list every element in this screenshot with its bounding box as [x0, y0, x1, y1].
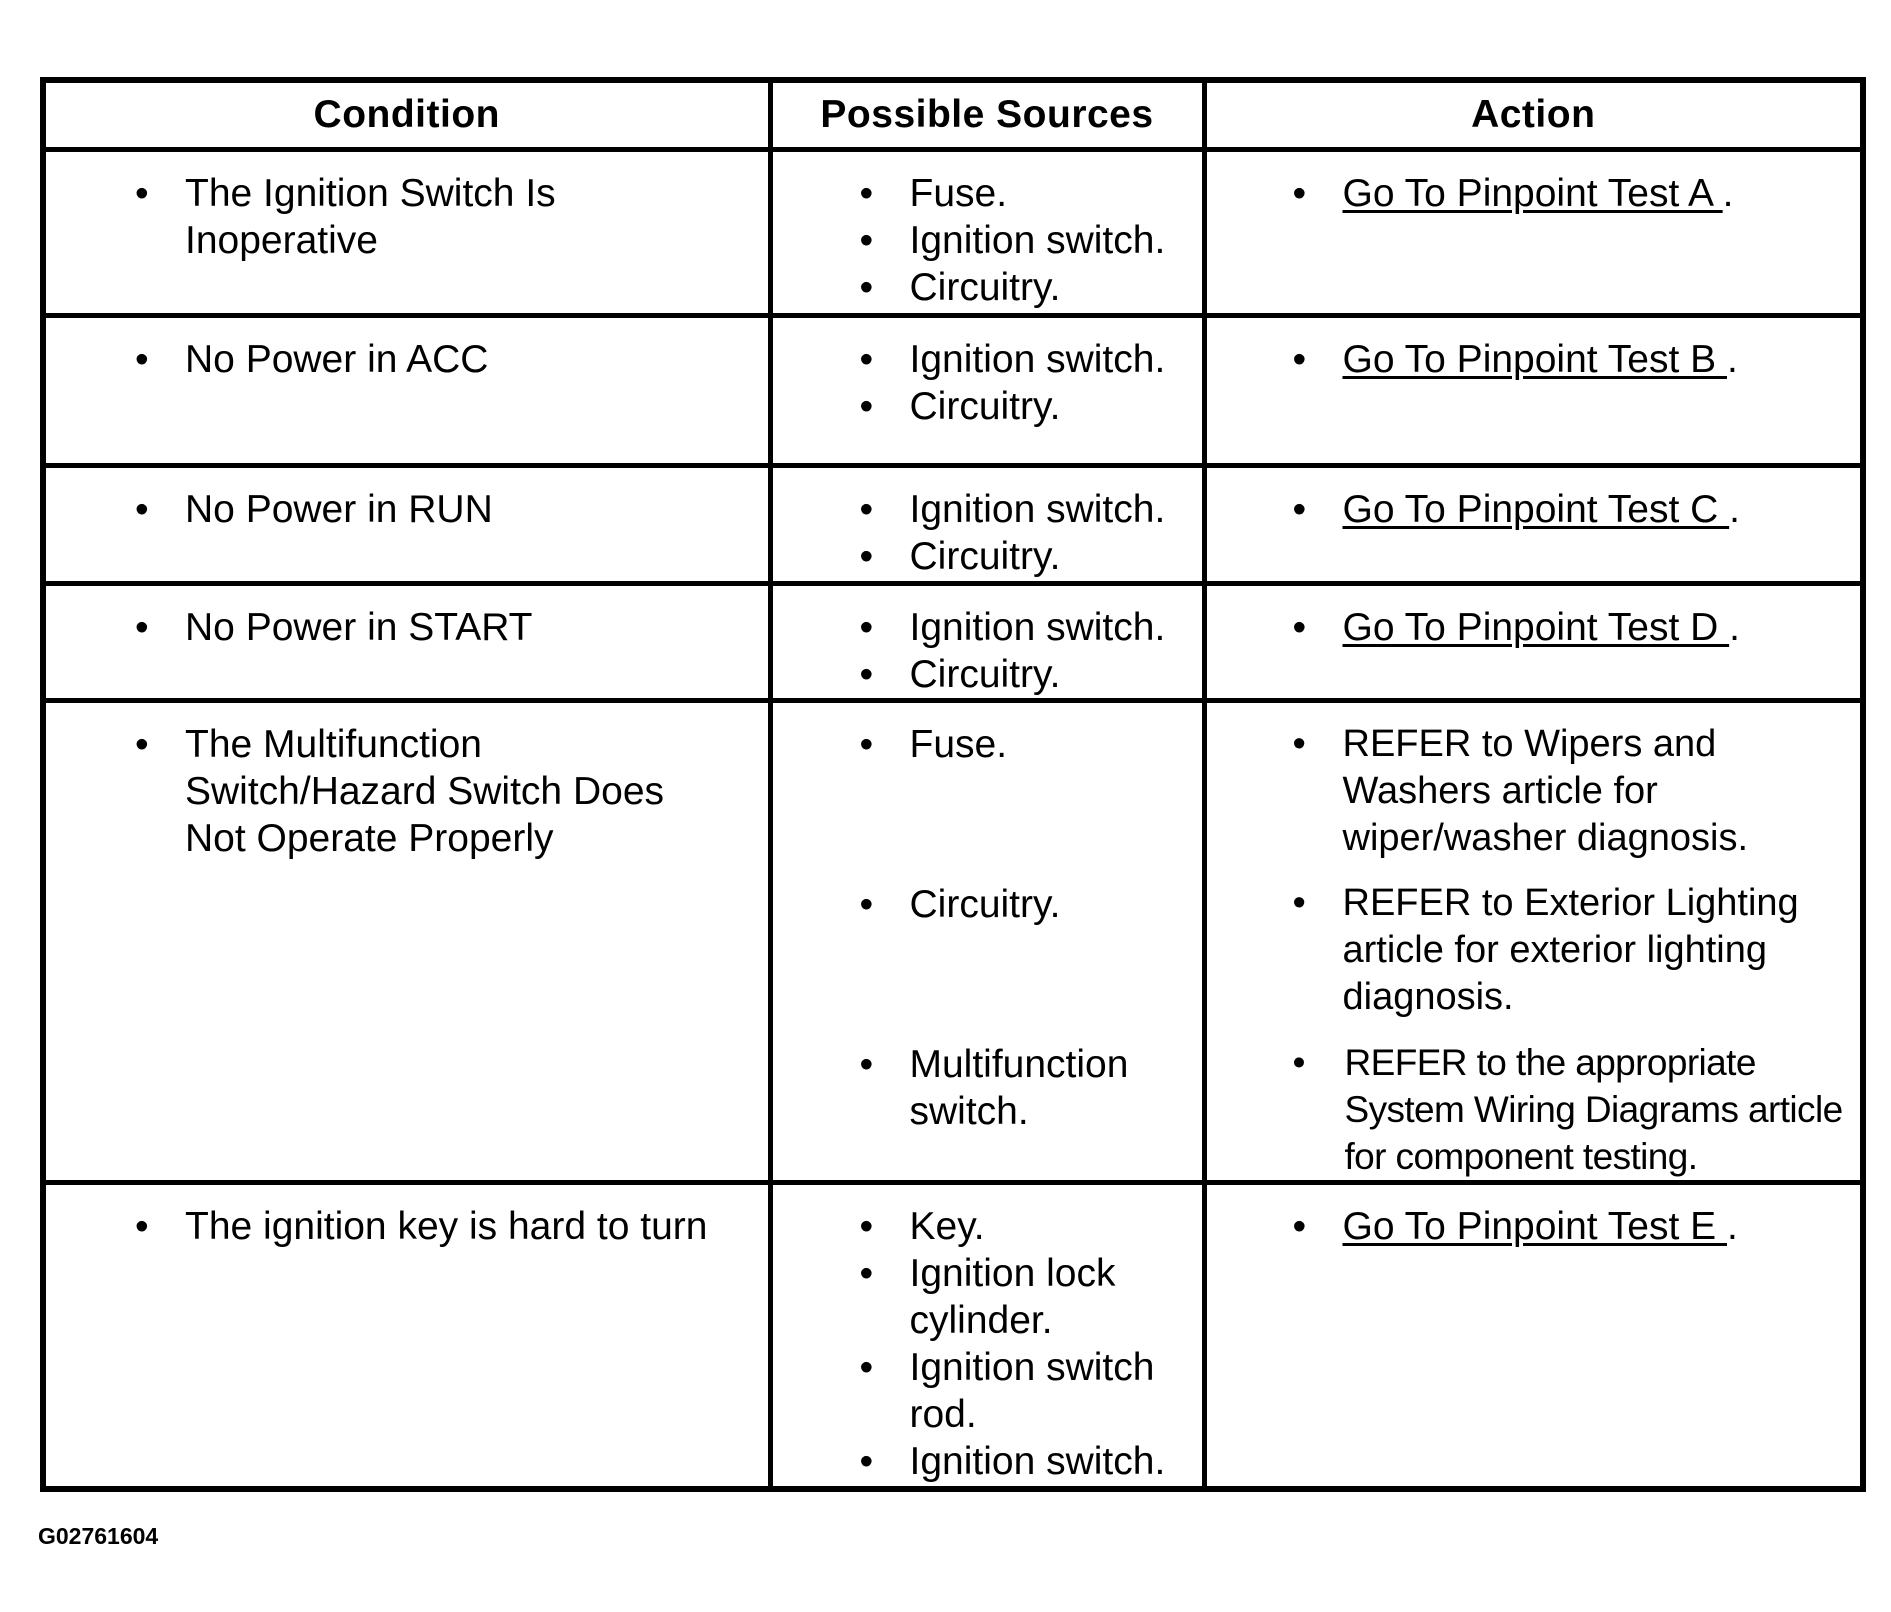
- action-list: [1207, 703, 1861, 1180]
- action-cell: [1204, 584, 1863, 701]
- pinpoint-test-e-link[interactable]: Go To Pinpoint Test E: [1342, 1205, 1727, 1248]
- action-list: [1207, 152, 1861, 217]
- sources-list: [773, 318, 1202, 430]
- sources-list: [773, 1185, 1202, 1485]
- table-row: [43, 150, 1863, 316]
- condition-list: [46, 586, 768, 651]
- header-condition: Condition: [43, 80, 770, 150]
- header-possible-sources: Possible Sources: [770, 80, 1204, 150]
- action-period: .: [1729, 488, 1740, 531]
- source-item: • Circuitry.: [773, 881, 1198, 928]
- action-list: [1207, 1185, 1861, 1250]
- source-item: • Ignition switch.: [773, 604, 1198, 651]
- action-item: [1207, 604, 1857, 651]
- source-item: • Ignition switch.: [773, 336, 1198, 383]
- table-header-row: [43, 80, 1863, 150]
- table-row: [43, 1183, 1863, 1489]
- sources-cell: [770, 701, 1204, 1183]
- table-row: [43, 466, 1863, 584]
- condition-cell: [43, 316, 770, 466]
- action-cell: [1204, 316, 1863, 466]
- condition-cell: [43, 466, 770, 584]
- action-item: • REFER to Wipers and Washers article for wiper/washer diagnosis.: [1207, 721, 1857, 862]
- condition-list: [46, 703, 768, 862]
- source-item: • Ignition switch rod.: [773, 1344, 1198, 1438]
- condition-text: • No Power in START: [46, 604, 754, 651]
- diagnostic-table: [40, 77, 1866, 1492]
- source-item: • Key.: [773, 1203, 1198, 1250]
- sources-cell: [770, 584, 1204, 701]
- source-item: • Circuitry.: [773, 533, 1198, 580]
- action-item: [1207, 170, 1857, 217]
- source-item: • Fuse.: [773, 721, 1198, 768]
- action-period: .: [1729, 606, 1740, 649]
- condition-cell: [43, 701, 770, 1183]
- action-cell: [1204, 701, 1863, 1183]
- source-item: • Multifunction switch.: [773, 1041, 1198, 1135]
- sources-cell: [770, 1183, 1204, 1489]
- source-item: • Circuitry.: [773, 651, 1198, 698]
- condition-text: • No Power in ACC: [46, 336, 754, 383]
- sources-cell: [770, 150, 1204, 316]
- condition-text: • The Multifunction Switch/Hazard Switch Does Not Operate Properly: [46, 721, 754, 862]
- pinpoint-test-c-link[interactable]: Go To Pinpoint Test C: [1342, 488, 1730, 531]
- condition-cell: [43, 150, 770, 316]
- action-item: • REFER to the appropriate System Wiring Diagrams article for component testing.: [1207, 1039, 1857, 1180]
- condition-cell: [43, 1183, 770, 1489]
- action-cell: [1204, 466, 1863, 584]
- source-item: • Ignition switch.: [773, 217, 1198, 264]
- source-item: • Fuse.: [773, 170, 1198, 217]
- action-item: [1207, 336, 1857, 383]
- condition-cell: [43, 584, 770, 701]
- action-period: .: [1726, 1205, 1738, 1248]
- figure-id: G02761604: [38, 1523, 159, 1549]
- sources-list: [773, 586, 1202, 698]
- source-item: • Circuitry.: [773, 264, 1198, 311]
- sources-list: [773, 703, 1202, 1135]
- sources-cell: [770, 316, 1204, 466]
- condition-text: • The Ignition Switch Is Inoperative: [46, 170, 754, 264]
- source-item: • Ignition lock cylinder.: [773, 1250, 1198, 1344]
- source-item: • Circuitry.: [773, 383, 1198, 430]
- condition-text: • The ignition key is hard to turn: [46, 1203, 754, 1250]
- action-list: [1207, 468, 1861, 533]
- sources-list: [773, 468, 1202, 580]
- table-row: [43, 701, 1863, 1183]
- condition-list: [46, 468, 768, 533]
- condition-text: • No Power in RUN: [46, 486, 754, 533]
- condition-list: [46, 318, 768, 383]
- source-item: • Ignition switch.: [773, 1438, 1198, 1485]
- action-item: • REFER to Exterior Lighting article for exterior lighting diagnosis.: [1207, 880, 1857, 1021]
- action-list: [1207, 318, 1861, 383]
- sources-cell: [770, 466, 1204, 584]
- table-row: [43, 316, 1863, 466]
- action-period: .: [1726, 338, 1738, 381]
- condition-list: [46, 1185, 768, 1250]
- action-list: [1207, 586, 1861, 651]
- pinpoint-test-a-link[interactable]: Go To Pinpoint Test A: [1342, 172, 1723, 215]
- action-cell: [1204, 150, 1863, 316]
- action-period: .: [1722, 172, 1734, 215]
- action-cell: [1204, 1183, 1863, 1489]
- condition-list: [46, 152, 768, 264]
- pinpoint-test-b-link[interactable]: Go To Pinpoint Test B: [1342, 338, 1727, 381]
- sources-list: [773, 152, 1202, 311]
- header-action: Action: [1204, 80, 1863, 150]
- pinpoint-test-d-link[interactable]: Go To Pinpoint Test D: [1342, 606, 1730, 649]
- action-item: [1207, 486, 1857, 533]
- action-item: [1207, 1203, 1857, 1250]
- table-row: [43, 584, 1863, 701]
- source-item: • Ignition switch.: [773, 486, 1198, 533]
